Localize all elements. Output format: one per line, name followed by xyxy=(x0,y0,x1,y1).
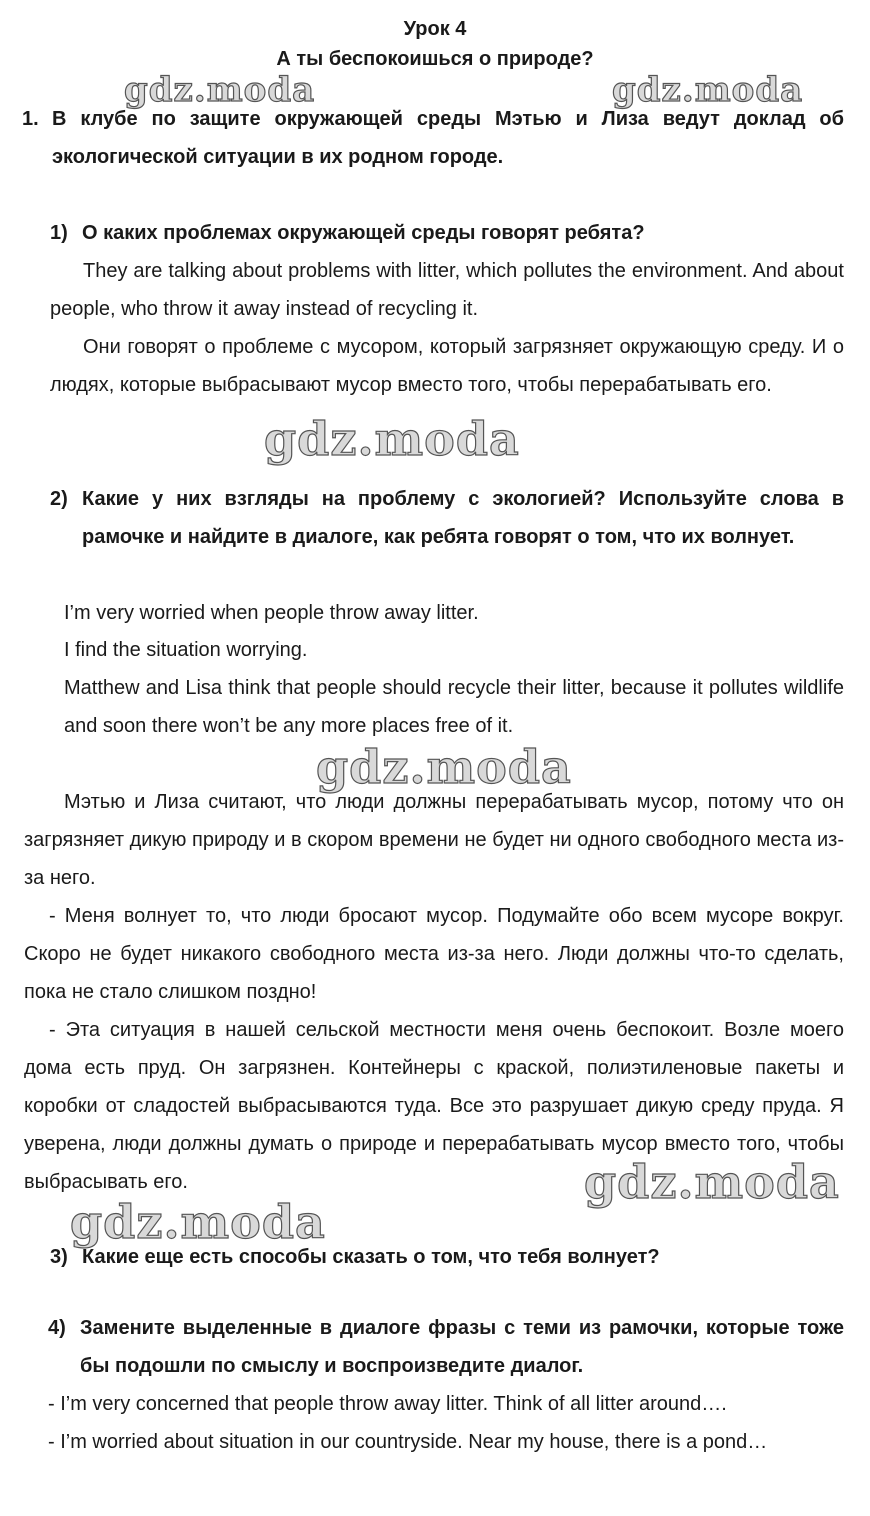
answer-english: They are talking about problems with litter, which pollutes the environment. And about people, who throw it away instead of recycling it. xyxy=(50,260,844,320)
question-text: Какие у них взгляды на проблему с экологией? Используйте слова в рамочке и найдите в диалоге, как ребята говорят о том, что их волнует. xyxy=(82,488,844,548)
task-text: В клубе по защите окружающей среды Мэтью и Лиза ведут доклад об экологической ситуации в их родном городе. xyxy=(52,108,844,168)
answer-paragraph: Matthew and Lisa think that people should recycle their litter, because it pollutes wildlife and soon there won’t be any more places free of it. xyxy=(64,677,844,737)
lesson-subtitle: А ты беспокоишься о природе? xyxy=(276,48,594,70)
dialogue-paragraph: - Меня волнует то, что люди бросают мусор. Подумайте обо всем мусоре вокруг. Скоро не будет никакого свободного места из-за него. Люди должны что-то сделать, пока не стало слишком поздно! xyxy=(24,905,844,1003)
lesson-title: Урок 4 xyxy=(403,18,467,40)
watermark: gdz.moda xyxy=(264,412,520,466)
task-number: 1. xyxy=(22,108,39,130)
translation-paragraph: Мэтью и Лиза считают, что люди должны перерабатывать мусор, потому что он загрязняет дикую природу и в скором времени не будет ни одного свободного места из-за него. xyxy=(24,791,844,889)
question-number: 3) xyxy=(50,1246,68,1268)
watermark: gdz.moda xyxy=(316,740,572,794)
dialogue-paragraph: - Эта ситуация в нашей сельской местности меня очень беспокоит. Возле моего дома есть пруд. Он загрязнен. Контейнеры с краской, полиэтиленовые пакеты и коробки от сладостей выбрасываются туда. Все это разрушает дикую среду пруда. Я уверена, люди должны думать о природе и перерабатывать мусор вместо того, чтобы выбрасывать его. xyxy=(24,1019,844,1193)
question-1 xyxy=(50,214,844,252)
answer-russian: Они говорят о проблеме с мусором, который загрязняет окружающую среду. И о людях, которые выбрасывают мусор вместо того, чтобы перерабатывать его. xyxy=(50,336,844,396)
watermark: gdz.moda xyxy=(584,1155,840,1209)
question-number: 1) xyxy=(50,222,68,244)
question-text: О каких проблемах окружающей среды говорят ребята? xyxy=(82,222,645,244)
question-number: 2) xyxy=(50,488,68,510)
question-2 xyxy=(50,480,844,556)
watermark: gdz.moda xyxy=(612,70,804,110)
question-text: Замените выделенные в диалоге фразы с теми из рамочки, которые тоже бы подошли по смыслу и воспроизведите диалог. xyxy=(80,1317,844,1377)
dialogue-line: - I’m very concerned that people throw away litter. Think of all litter around…. xyxy=(48,1393,727,1415)
watermark: gdz.moda xyxy=(124,70,316,110)
question-4 xyxy=(48,1309,844,1385)
question-number: 4) xyxy=(48,1317,66,1339)
question-3 xyxy=(50,1238,844,1276)
dialogue-line: - I’m worried about situation in our countryside. Near my house, there is a pond… xyxy=(48,1431,768,1453)
answer-line: I’m very worried when people throw away litter. xyxy=(64,602,479,624)
task-1 xyxy=(22,100,844,176)
watermark: gdz.moda xyxy=(70,1195,326,1249)
answer-line: I find the situation worrying. xyxy=(64,639,308,661)
question-text: Какие еще есть способы сказать о том, что тебя волнует? xyxy=(82,1246,660,1268)
